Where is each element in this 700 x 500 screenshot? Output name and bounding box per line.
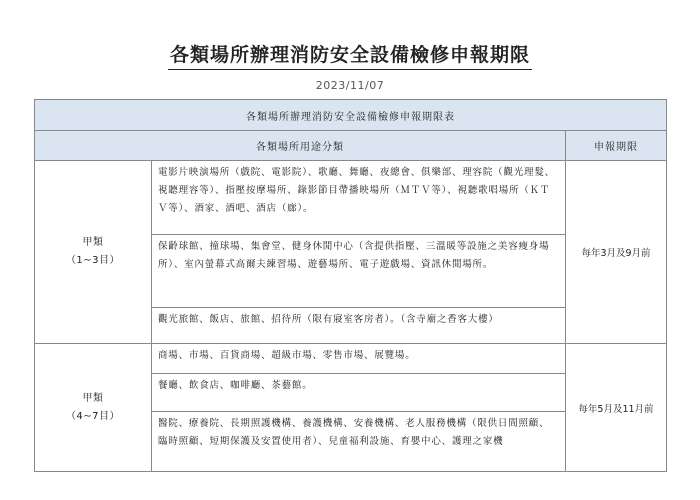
category-name: 甲類 [82, 392, 104, 404]
deadline-table [34, 99, 667, 472]
use-description: 電影片映演場所（戲院、電影院）、歌廳、舞廳、夜總會、俱樂部、理容院（觀光理髮、視聽理容等）、指壓按摩場所、錄影節目帶播映場所（ＭＴＶ等）、視聽歌唱場所（ＫＴＶ等）、酒家、酒吧、酒店（廊）。 [152, 161, 566, 235]
header-category: 各類場所用途分類 [35, 131, 566, 161]
deadline-cell: 每年3月及9月前 [566, 161, 667, 344]
category-range: （1∼3目） [65, 255, 121, 266]
category-name: 甲類 [82, 237, 104, 248]
use-description: 醫院、療養院、長期照護機構、養護機構、安養機構、老人服務機構（限供日間照顧、臨時照顧、短期保護及安置使用者）、兒童福利設施、育嬰中心、護理之家機 [152, 412, 566, 472]
document-title [0, 40, 700, 67]
use-description: 保齡球館、撞球場、集會堂、健身休閒中心（含提供指壓、三溫暖等設施之美容瘦身場所）、室內螢幕式高爾夫練習場、遊藝場所、電子遊戲場、資訊休閒場所。 [152, 235, 566, 308]
header-period: 申報期限 [566, 131, 667, 161]
use-description: 觀光旅館、飯店、旅館、招待所（限有寢室客房者）。（含寺廟之香客大樓） [152, 308, 566, 344]
document-date: 2023/11/07 [315, 79, 385, 92]
deadline-cell: 每年5月及11月前 [566, 344, 667, 472]
category-cell [35, 344, 152, 472]
category-cell [35, 161, 152, 344]
category-range: （4∼7目） [65, 410, 121, 422]
use-description: 餐廳、飲食店、咖啡廳、茶藝館。 [152, 374, 566, 412]
use-description: 商場、市場、百貨商場、超級市場、零售市場、展覽場。 [152, 344, 566, 374]
document-title-text: 各類場所辦理消防安全設備檢修申報期限 [168, 44, 532, 70]
table-caption: 各類場所辦理消防安全設備檢修申報期限表 [35, 100, 667, 131]
